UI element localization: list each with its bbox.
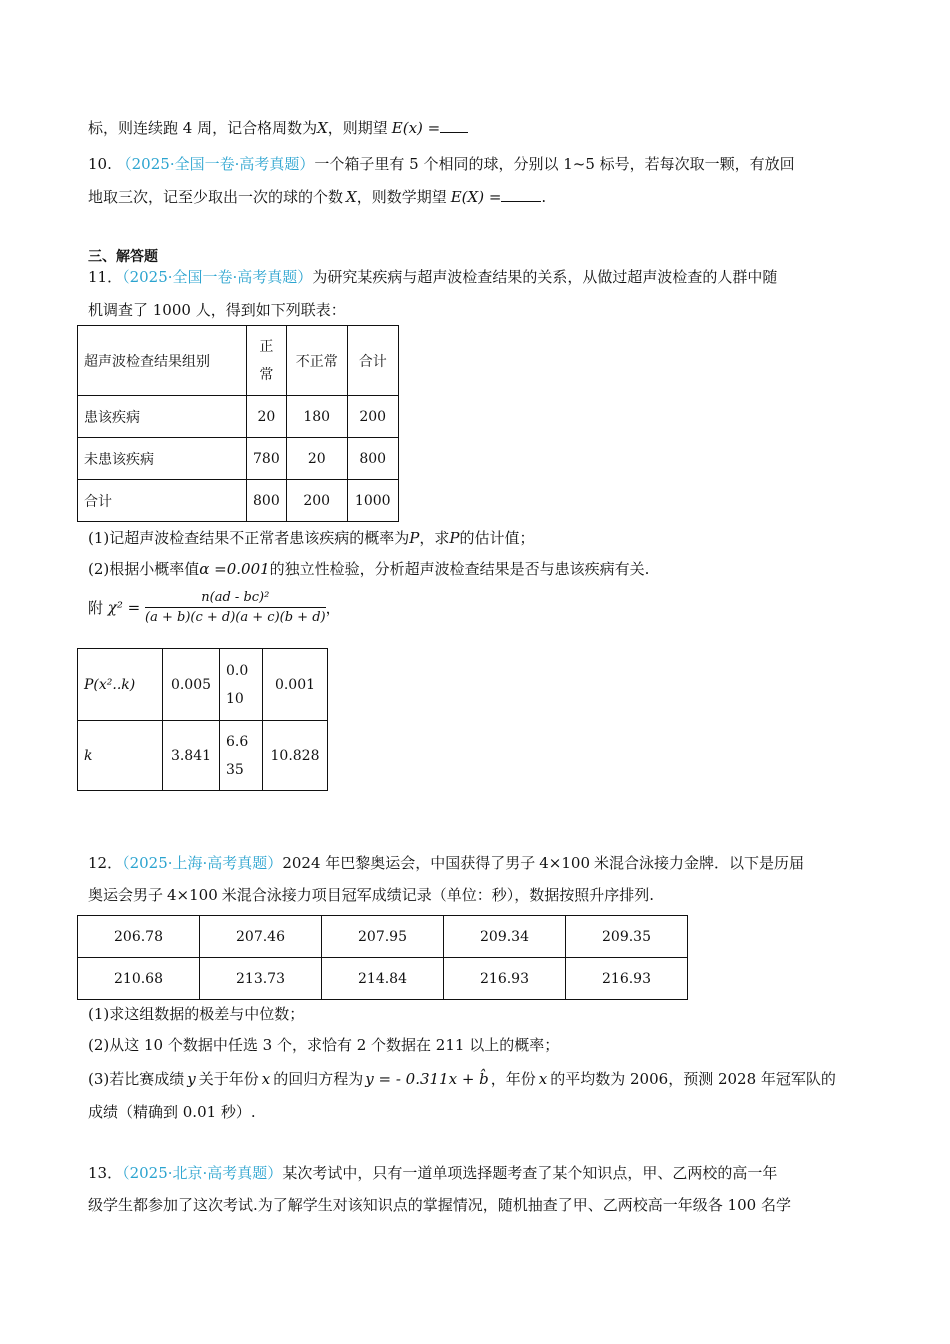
table-cell: P(x²..k) [78,649,163,721]
q13-line1 [88,1162,777,1183]
q9-mid: ，则期望 [327,119,388,137]
q12-part3-a: (3)若比赛成绩 [88,1070,185,1088]
q12-part3 [88,1068,836,1089]
table-cell: 209.35 [566,916,688,958]
table-header-cell: 合计 [347,326,398,396]
q11-part1-text-b: ，求 [419,529,450,547]
q12-var-x: x [261,1070,271,1088]
table-cell: 1000 [347,480,398,522]
q12-number: 12． [88,854,123,872]
q10-number: 10. [88,155,112,173]
critical-value-table [77,648,328,791]
q12-text2b: 米混合泳接力项目冠军成绩记录（单位：秒），数据按照升序排列. [221,886,655,904]
q12-var-y: y [187,1070,196,1088]
table-cell: 216.93 [444,958,566,1000]
q12-relay: 4×100 [539,854,591,872]
q11-formula [88,590,341,625]
q10-line1 [88,153,795,174]
table-row [78,721,328,791]
table-cell: 20 [286,438,347,480]
q11-source: （2025·全国一卷·高考真题） [122,268,313,286]
formula-numerator: n(ad - bc)² [145,590,326,608]
table-cell: 206.78 [78,916,200,958]
q11-part2-text-a: (2)根据小概率值 [88,560,200,578]
q11-number: 11． [88,268,123,286]
q10-text2a: 地取三次，记至少取出一次的球的个数 [88,188,344,206]
q12-part1: (1)求这组数据的极差与中位数； [88,1005,305,1023]
table-cell: 3.841 [163,721,220,791]
q13-line2: 级学生都参加了这次考试.为了解学生对该知识点的掌握情况，随机抽查了甲、乙两校高一年级各 100 名学 [88,1196,791,1214]
q9-expr: E(x) = [391,119,441,137]
q11-text1: 为研究某疾病与超声波检查结果的关系，从做过超声波检查的人群中随 [312,268,778,286]
formula-prefix: 附 [88,599,104,617]
table-cell: 207.95 [322,916,444,958]
table-cell: 0.005 [163,649,220,721]
q12-text1a: 2024 年巴黎奥运会，中国获得了男子 [282,854,536,872]
table-cell: 213.73 [200,958,322,1000]
q12-part3-b: 关于年份 [198,1070,259,1088]
q9-text: 标，则连续跑 4 周，记合格周数为 [88,119,318,137]
table-cell: 6.635 [220,721,263,791]
table-cell: 20 [247,396,287,438]
table-cell: 207.46 [200,916,322,958]
q11-part2-text-b: 的独立性检验，分析超声波检查结果是否与患该疾病有关. [269,560,650,578]
table-cell: 10.828 [263,721,328,791]
q13-text1: 某次考试中，只有一道单项选择题考查了某个知识点，甲、乙两校的高一年 [282,1164,778,1182]
table-cell: 0.001 [263,649,328,721]
q12-var-x2: x [538,1070,548,1088]
q10-text2b: ，则数学期望 [356,188,447,206]
q9-answer-blank[interactable] [440,118,468,133]
chi-square-fraction [145,590,326,625]
q11-part1 [88,527,534,548]
q12-line1 [88,852,804,873]
q13-number: 13． [88,1164,123,1182]
formula-lhs: χ² = [107,598,141,617]
q11-alpha: α =0.001 [199,560,270,578]
q10-var: X [346,188,357,206]
q11-part2 [88,558,649,579]
q11-line2: 机调查了 1000 人，得到如下列联表： [88,301,346,319]
formula-denominator: (a + b)(c + d)(a + c)(b + d) [145,610,326,625]
q9-var: X [317,119,328,137]
q10-line2 [88,186,546,207]
q12-relay2: 4×100 [167,886,218,904]
table-cell: 200 [347,396,398,438]
q12-part3-d: ，年份 [490,1070,536,1088]
q12-part2: (2)从这 10 个数据中任选 3 个，求恰有 2 个数据在 211 以上的概率； [88,1036,560,1054]
table-row [78,916,688,958]
table-cell: 未患该疾病 [78,438,247,480]
q13-source: （2025·北京·高考真题） [122,1164,283,1182]
q11-part1-text-a: (1)记超声波检查结果不正常者患该疾病的概率为 [88,529,410,547]
table-cell: 214.84 [322,958,444,1000]
table-cell: 0.010 [220,649,263,721]
table-header-cell: 超声波检查结果组别 [78,326,247,396]
table-header-cell: 不正常 [286,326,347,396]
table-cell: 800 [247,480,287,522]
q10-answer-blank[interactable] [501,187,541,202]
q11-part1-text-c: 的估计值； [459,529,535,547]
q12-line2 [88,884,654,905]
q12-data-table [77,915,688,1000]
table-row [78,480,399,522]
q10-source: （2025·全国一卷·高考真题） [116,155,315,173]
q12-part3-line2: 成绩（精确到 0.01 秒）. [88,1103,256,1121]
table-cell: 210.68 [78,958,200,1000]
table-row [78,649,328,721]
table-cell: 患该疾病 [78,396,247,438]
q12-text2a: 奥运会男子 [88,886,164,904]
q9-tail [88,117,468,138]
table-row [78,396,399,438]
q10-end: . [541,188,547,206]
table-cell: 780 [247,438,287,480]
table-row [78,438,399,480]
q12-part3-c: 的回归方程为 [273,1070,364,1088]
q11-part1-var2: P [449,529,460,547]
q11-contingency-table [77,325,399,522]
q11-line1 [88,266,777,287]
q12-source: （2025·上海·高考真题） [122,854,283,872]
formula-end: ， [325,599,341,617]
table-cell: 200 [286,480,347,522]
table-cell: 合计 [78,480,247,522]
section3-title: 三、解答题 [88,249,158,265]
q12-text1b: 米混合泳接力金牌．以下是历届 [594,854,805,872]
table-cell: 216.93 [566,958,688,1000]
q12-regression: y = - 0.311x + b̂ [365,1070,489,1088]
table-row [78,958,688,1000]
table-cell: k [78,721,163,791]
table-header-cell: 正常 [247,326,287,396]
table-cell: 180 [286,396,347,438]
table-cell: 800 [347,438,398,480]
q10-text1: 一个箱子里有 5 个相同的球，分别以 1~5 标号，若每次取一颗，有放回 [314,155,795,173]
q11-part1-var: P [409,529,420,547]
q10-expr: E(X) = [450,188,502,206]
q12-part3-e: 的平均数为 2006，预测 2028 年冠军队的 [550,1070,836,1088]
table-cell: 209.34 [444,916,566,958]
